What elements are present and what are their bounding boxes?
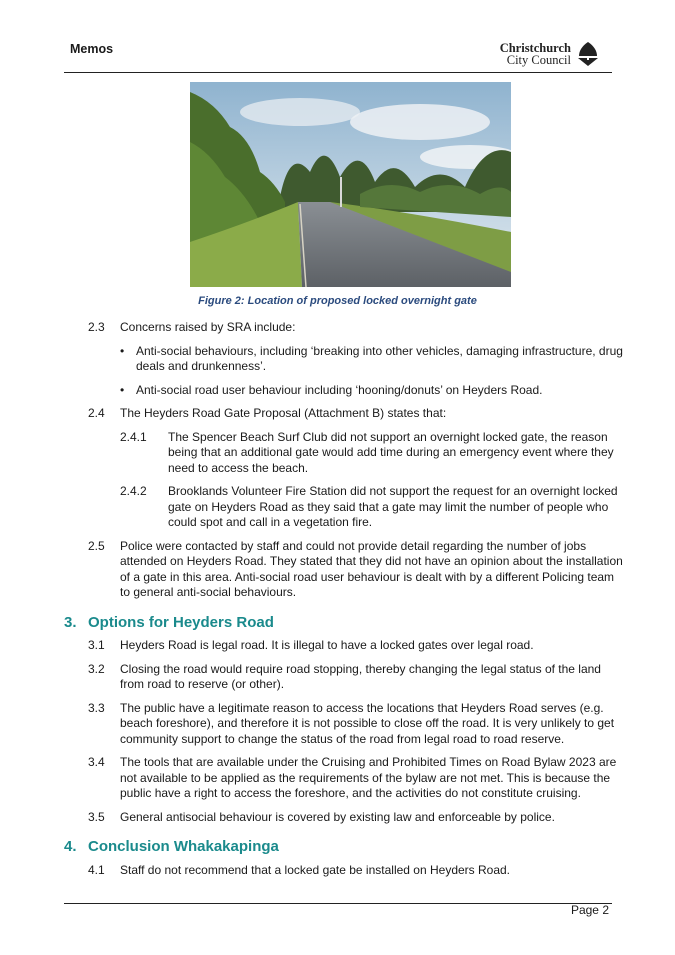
- paragraph-number: 3.1: [88, 638, 105, 652]
- paragraph-number: 3.3: [88, 700, 105, 715]
- paragraph-number: 2.4: [88, 406, 105, 420]
- subitem-number: 2.4.1: [120, 429, 147, 444]
- paragraph-text: Staff do not recommend that a locked gate be installed on Heyders Road.: [120, 862, 511, 877]
- memo-header-title: Memos: [70, 42, 114, 56]
- subitem-number: 2.4.2: [120, 484, 147, 498]
- section-number: 3.: [64, 613, 77, 631]
- logo-line-1: Christchurch: [499, 41, 571, 55]
- paragraph-text: Police were contacted by staff and could not provide detail regarding the number of jobs attended on Heyders Road. They stated that they did not have an opinion about the installation of a gate in this area. Anti-social road user behaviour is dealt with by a different Policing team to general anti-social behaviours.: [120, 538, 623, 599]
- section-3-heading: [64, 615, 624, 631]
- paragraph-3-4: [64, 755, 624, 802]
- paragraph-number: 2.3: [88, 320, 105, 334]
- paragraph-text: The public have a legitimate reason to access the locations that Heyders Road serves (e.g. beach foreshore), and therefore it is not possible to close off the road. It is very unlikely to get community support to change the status of the road from legal road to road reserve.: [120, 700, 615, 746]
- section-4-heading: [64, 839, 624, 855]
- paragraph-text: General antisocial behaviour is covered by existing law and enforceable by police.: [120, 809, 555, 824]
- paragraph-number: 4.1: [88, 862, 105, 877]
- bullet-text: Anti-social behaviours, including ‘breaking into other vehicles, damaging infrastructure, drug deals and drunkenness’.: [136, 343, 623, 373]
- paragraph-2-3: [64, 320, 624, 336]
- paragraph-text: The tools that are available under the Cruising and Prohibited Times on Road Bylaw 2023 are not available to be applied as the requirements of the bylaw are not met. This is because the public have a right to access the foreshore, and the activities do not constitute cruising.: [120, 755, 617, 800]
- paragraph-text: Concerns raised by SRA include:: [120, 320, 296, 334]
- paragraph-number: 3.5: [88, 809, 105, 824]
- figure-caption: Figure 2: Location of proposed locked overnight gate: [198, 295, 477, 307]
- paragraph-number: 3.4: [88, 755, 105, 769]
- subitem-text: Brooklands Volunteer Fire Station did not support the request for an overnight locked gate on Heyders Road as they said that a gate may limit the number of people who could spot and call in a vegetation fire.: [168, 484, 618, 529]
- paragraph-text: The Heyders Road Gate Proposal (Attachment B) states that:: [120, 406, 447, 420]
- road-photo: [190, 82, 511, 287]
- page-number: Page 2: [570, 903, 609, 917]
- bullet-item: [120, 344, 624, 375]
- footer-rule: [64, 903, 612, 904]
- council-emblem-icon: [575, 41, 601, 67]
- memo-body: [64, 320, 624, 886]
- paragraph-3-2: [64, 662, 624, 693]
- paragraph-2-4: [64, 406, 624, 422]
- paragraph-3-1: [64, 638, 624, 654]
- paragraph-2-5: [64, 539, 624, 601]
- subitem-2-4-2: [120, 484, 624, 531]
- paragraph-number: 3.2: [88, 661, 105, 676]
- header-rule: [64, 72, 612, 73]
- paragraph-4-1: [64, 863, 624, 879]
- paragraph-text: Heyders Road is legal road. It is illegal to have a locked gates over legal road.: [120, 638, 534, 652]
- logo-line-2: City Council: [506, 53, 571, 67]
- section-number: 4.: [64, 838, 77, 855]
- bullet-text: Anti-social road user behaviour including ‘hooning/donuts’ on Heyders Road.: [136, 382, 543, 397]
- bullet-dot: •: [120, 343, 125, 358]
- paragraph-3-3: [64, 701, 624, 748]
- subitem-text: The Spencer Beach Surf Club did not support an overnight locked gate, the reason being that an additional gate would add time during an emergency event where they need to access the beach.: [168, 429, 614, 475]
- section-title: Conclusion Whakakapinga: [88, 838, 279, 855]
- bullet-item: [120, 383, 624, 399]
- paragraph-text: Closing the road would require road stopping, thereby changing the legal status of the land from road to reserve (or other).: [120, 661, 601, 691]
- subitem-2-4-1: [120, 430, 624, 477]
- section-title: Options for Heyders Road: [88, 613, 274, 631]
- council-logo: [500, 41, 601, 67]
- paragraph-3-5: [64, 810, 624, 826]
- paragraph-number: 2.5: [88, 538, 105, 553]
- bullet-dot: •: [120, 382, 125, 397]
